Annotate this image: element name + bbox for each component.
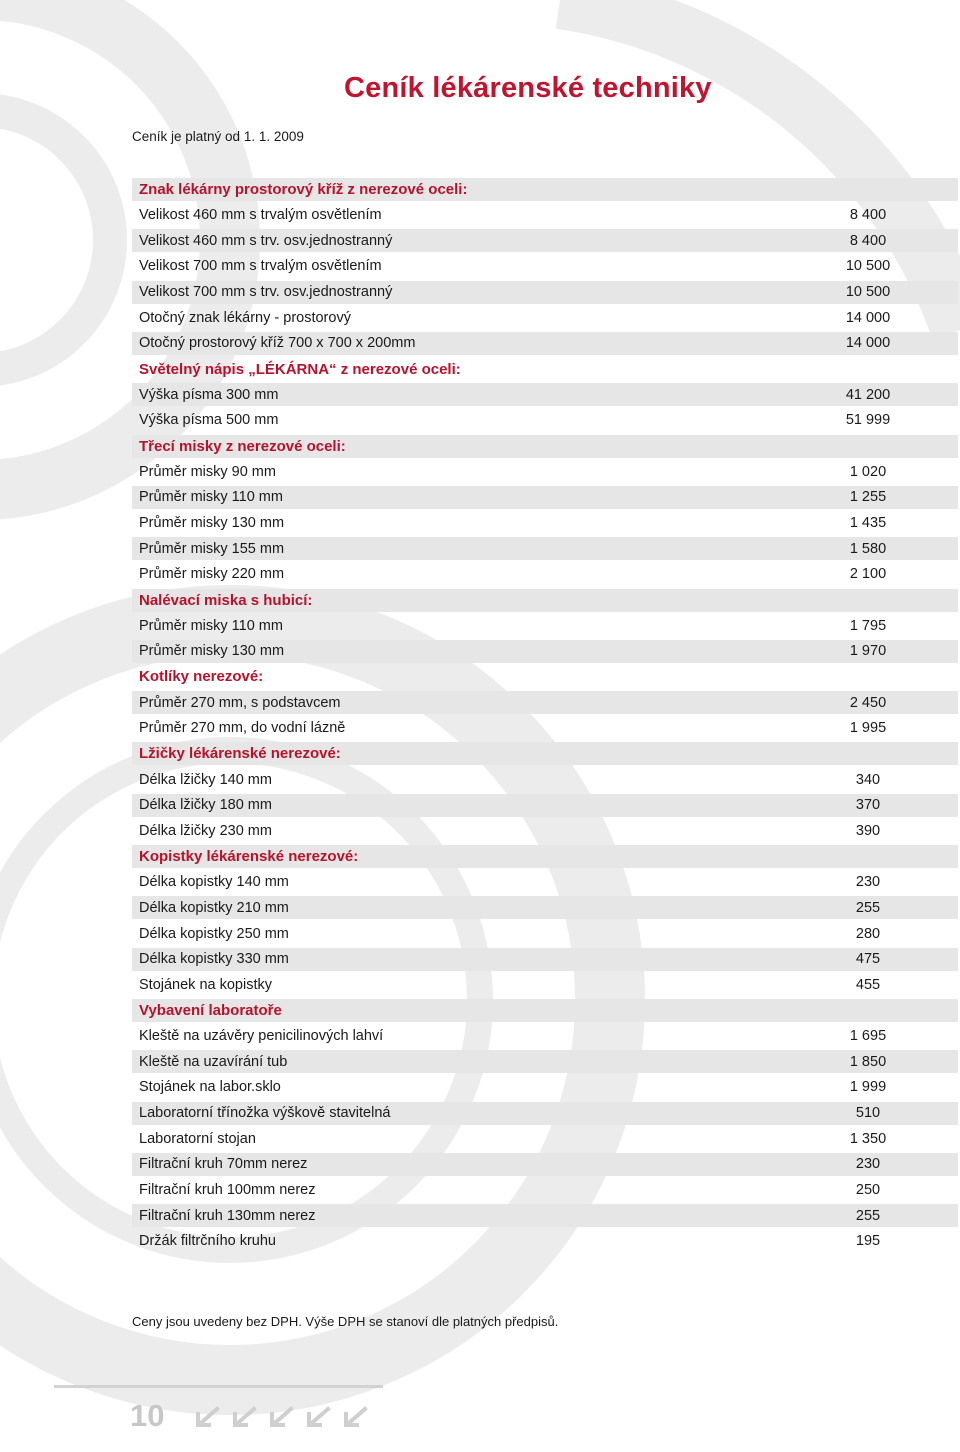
price-row xyxy=(132,332,958,355)
section-heading xyxy=(132,999,958,1022)
item-price: 2 450 xyxy=(849,694,887,711)
section-heading xyxy=(132,435,958,458)
item-label: Velikost 460 mm s trvalým osvětlením xyxy=(139,207,382,224)
item-price: 1 850 xyxy=(849,1053,887,1070)
section-title: Nalévací miska s hubicí: xyxy=(139,591,313,609)
price-row xyxy=(132,717,958,740)
price-row xyxy=(132,229,958,252)
price-row xyxy=(132,1076,958,1099)
section-title: Lžičky lékárenské nerezové: xyxy=(139,745,341,763)
price-row xyxy=(132,1025,958,1048)
item-label: Průměr misky 110 mm xyxy=(139,489,283,506)
price-row xyxy=(132,1050,958,1073)
price-row xyxy=(132,948,958,971)
arrow-decoration xyxy=(195,1406,369,1428)
item-label: Velikost 700 mm s trv. osv.jednostranný xyxy=(139,284,393,301)
item-price: 1 580 xyxy=(849,540,887,557)
section-heading xyxy=(132,178,958,201)
item-price: 280 xyxy=(855,925,881,942)
item-price: 1 435 xyxy=(849,515,887,532)
item-price: 1 999 xyxy=(849,1079,887,1096)
price-row xyxy=(132,409,958,432)
item-label: Průměr misky 130 mm xyxy=(139,643,285,660)
item-price: 195 xyxy=(855,1233,881,1250)
item-label: Velikost 460 mm s trv. osv.jednostranný xyxy=(139,232,393,249)
item-price: 255 xyxy=(855,1207,881,1224)
vat-footnote: Ceny jsou uvedeny bez DPH. Výše DPH se stanoví dle platných předpisů. xyxy=(132,1314,559,1329)
item-price: 1 995 xyxy=(849,720,887,737)
item-price: 250 xyxy=(855,1182,881,1199)
price-row xyxy=(132,973,958,996)
item-price: 1 695 xyxy=(849,1028,887,1045)
section-title: Znak lékárny prostorový kříž z nerezové oceli: xyxy=(139,181,468,198)
item-price: 230 xyxy=(855,874,881,891)
price-row xyxy=(132,204,958,227)
price-row xyxy=(132,922,958,945)
item-label: Průměr misky 220 mm xyxy=(139,566,285,583)
price-row xyxy=(132,1179,958,1202)
item-label: Kleště na uzavírání tub xyxy=(139,1053,288,1070)
item-price: 14 000 xyxy=(845,309,891,326)
arrow-down-left-icon xyxy=(306,1406,332,1428)
item-price: 2 100 xyxy=(849,566,887,583)
item-label: Výška písma 500 mm xyxy=(139,412,279,429)
price-table xyxy=(132,178,958,1256)
item-label: Délka kopistky 330 mm xyxy=(139,951,289,968)
item-label: Stojánek na kopistky xyxy=(139,976,272,993)
section-heading xyxy=(132,358,958,381)
item-price: 10 500 xyxy=(845,284,891,301)
item-label: Délka lžičky 140 mm xyxy=(139,771,272,788)
item-label: Délka lžičky 180 mm xyxy=(139,797,272,814)
price-row xyxy=(132,819,958,842)
arrow-down-left-icon xyxy=(195,1406,221,1428)
price-row xyxy=(132,255,958,278)
item-price: 8 400 xyxy=(849,207,887,224)
price-row xyxy=(132,794,958,817)
item-price: 1 350 xyxy=(849,1130,887,1147)
item-price: 230 xyxy=(855,1156,881,1173)
price-row xyxy=(132,281,958,304)
section-title: Kopistky lékárenské nerezové: xyxy=(139,848,359,866)
section-title: Kotlíky nerezové: xyxy=(139,668,264,686)
item-price: 455 xyxy=(855,976,881,993)
item-label: Otočný prostorový kříž 700 x 700 x 200mm xyxy=(139,335,416,352)
item-price: 14 000 xyxy=(845,335,891,352)
item-label: Otočný znak lékárny - prostorový xyxy=(139,309,351,326)
item-price: 340 xyxy=(855,771,881,788)
item-price: 390 xyxy=(855,822,881,839)
price-row xyxy=(132,871,958,894)
item-label: Délka lžičky 230 mm xyxy=(139,822,272,839)
item-label: Průměr 270 mm, do vodní lázně xyxy=(139,720,346,737)
price-row xyxy=(132,1102,958,1125)
item-label: Průměr misky 90 mm xyxy=(139,463,276,480)
item-label: Výška písma 300 mm xyxy=(139,386,279,403)
item-label: Laboratorní třínožka výškově stavitelná xyxy=(139,1105,391,1122)
item-price: 510 xyxy=(855,1105,881,1122)
price-row xyxy=(132,1153,958,1176)
item-price: 51 999 xyxy=(845,412,891,429)
price-row xyxy=(132,640,958,663)
price-row xyxy=(132,512,958,535)
section-heading xyxy=(132,742,958,765)
item-price: 8 400 xyxy=(849,232,887,249)
price-row xyxy=(132,896,958,919)
item-label: Filtrační kruh 100mm nerez xyxy=(139,1182,316,1199)
item-label: Průměr 270 mm, s podstavcem xyxy=(139,694,341,711)
item-price: 255 xyxy=(855,899,881,916)
item-label: Velikost 700 mm s trvalým osvětlením xyxy=(139,258,382,275)
price-row xyxy=(132,486,958,509)
item-price: 475 xyxy=(855,951,881,968)
item-label: Průměr misky 130 mm xyxy=(139,515,285,532)
item-price: 1 255 xyxy=(849,489,887,506)
arrow-down-left-icon xyxy=(232,1406,258,1428)
item-price: 41 200 xyxy=(845,386,891,403)
item-label: Délka kopistky 210 mm xyxy=(139,899,289,916)
item-price: 10 500 xyxy=(845,258,891,275)
item-label: Laboratorní stojan xyxy=(139,1130,256,1147)
item-label: Délka kopistky 250 mm xyxy=(139,925,289,942)
item-price: 370 xyxy=(855,797,881,814)
arrow-down-left-icon xyxy=(343,1406,369,1428)
section-title: Vybavení laboratoře xyxy=(139,1002,282,1019)
price-row xyxy=(132,768,958,791)
price-row xyxy=(132,1204,958,1227)
price-row xyxy=(132,383,958,406)
section-heading xyxy=(132,589,958,612)
page-number: 10 xyxy=(130,1398,165,1433)
price-row xyxy=(132,563,958,586)
price-row xyxy=(132,306,958,329)
item-label: Filtrační kruh 70mm nerez xyxy=(139,1156,308,1173)
validity-note: Ceník je platný od 1. 1. 2009 xyxy=(132,129,304,144)
price-row xyxy=(132,614,958,637)
item-price: 1 020 xyxy=(849,463,887,480)
section-title: Třecí misky z nerezové oceli: xyxy=(139,437,346,455)
item-price: 1 795 xyxy=(849,617,887,634)
item-label: Filtrační kruh 130mm nerez xyxy=(139,1207,316,1224)
price-row xyxy=(132,1127,958,1150)
section-heading xyxy=(132,845,958,868)
price-row xyxy=(132,537,958,560)
price-row xyxy=(132,691,958,714)
arrow-down-left-icon xyxy=(269,1406,295,1428)
page-title: Ceník lékárenské techniky xyxy=(344,72,712,104)
item-label: Kleště na uzávěry penicilinových lahví xyxy=(139,1028,384,1045)
item-price: 1 970 xyxy=(849,643,887,660)
item-label: Držák filtrčního kruhu xyxy=(139,1233,276,1250)
item-label: Délka kopistky 140 mm xyxy=(139,874,289,891)
item-label: Průměr misky 110 mm xyxy=(139,617,283,634)
footer-divider xyxy=(54,1385,383,1388)
price-row xyxy=(132,460,958,483)
price-row xyxy=(132,1230,958,1253)
item-label: Průměr misky 155 mm xyxy=(139,540,285,557)
item-label: Stojánek na labor.sklo xyxy=(139,1079,281,1096)
section-heading xyxy=(132,665,958,688)
section-title: Světelný nápis „LÉKÁRNA“ z nerezové oceli: xyxy=(139,360,461,378)
